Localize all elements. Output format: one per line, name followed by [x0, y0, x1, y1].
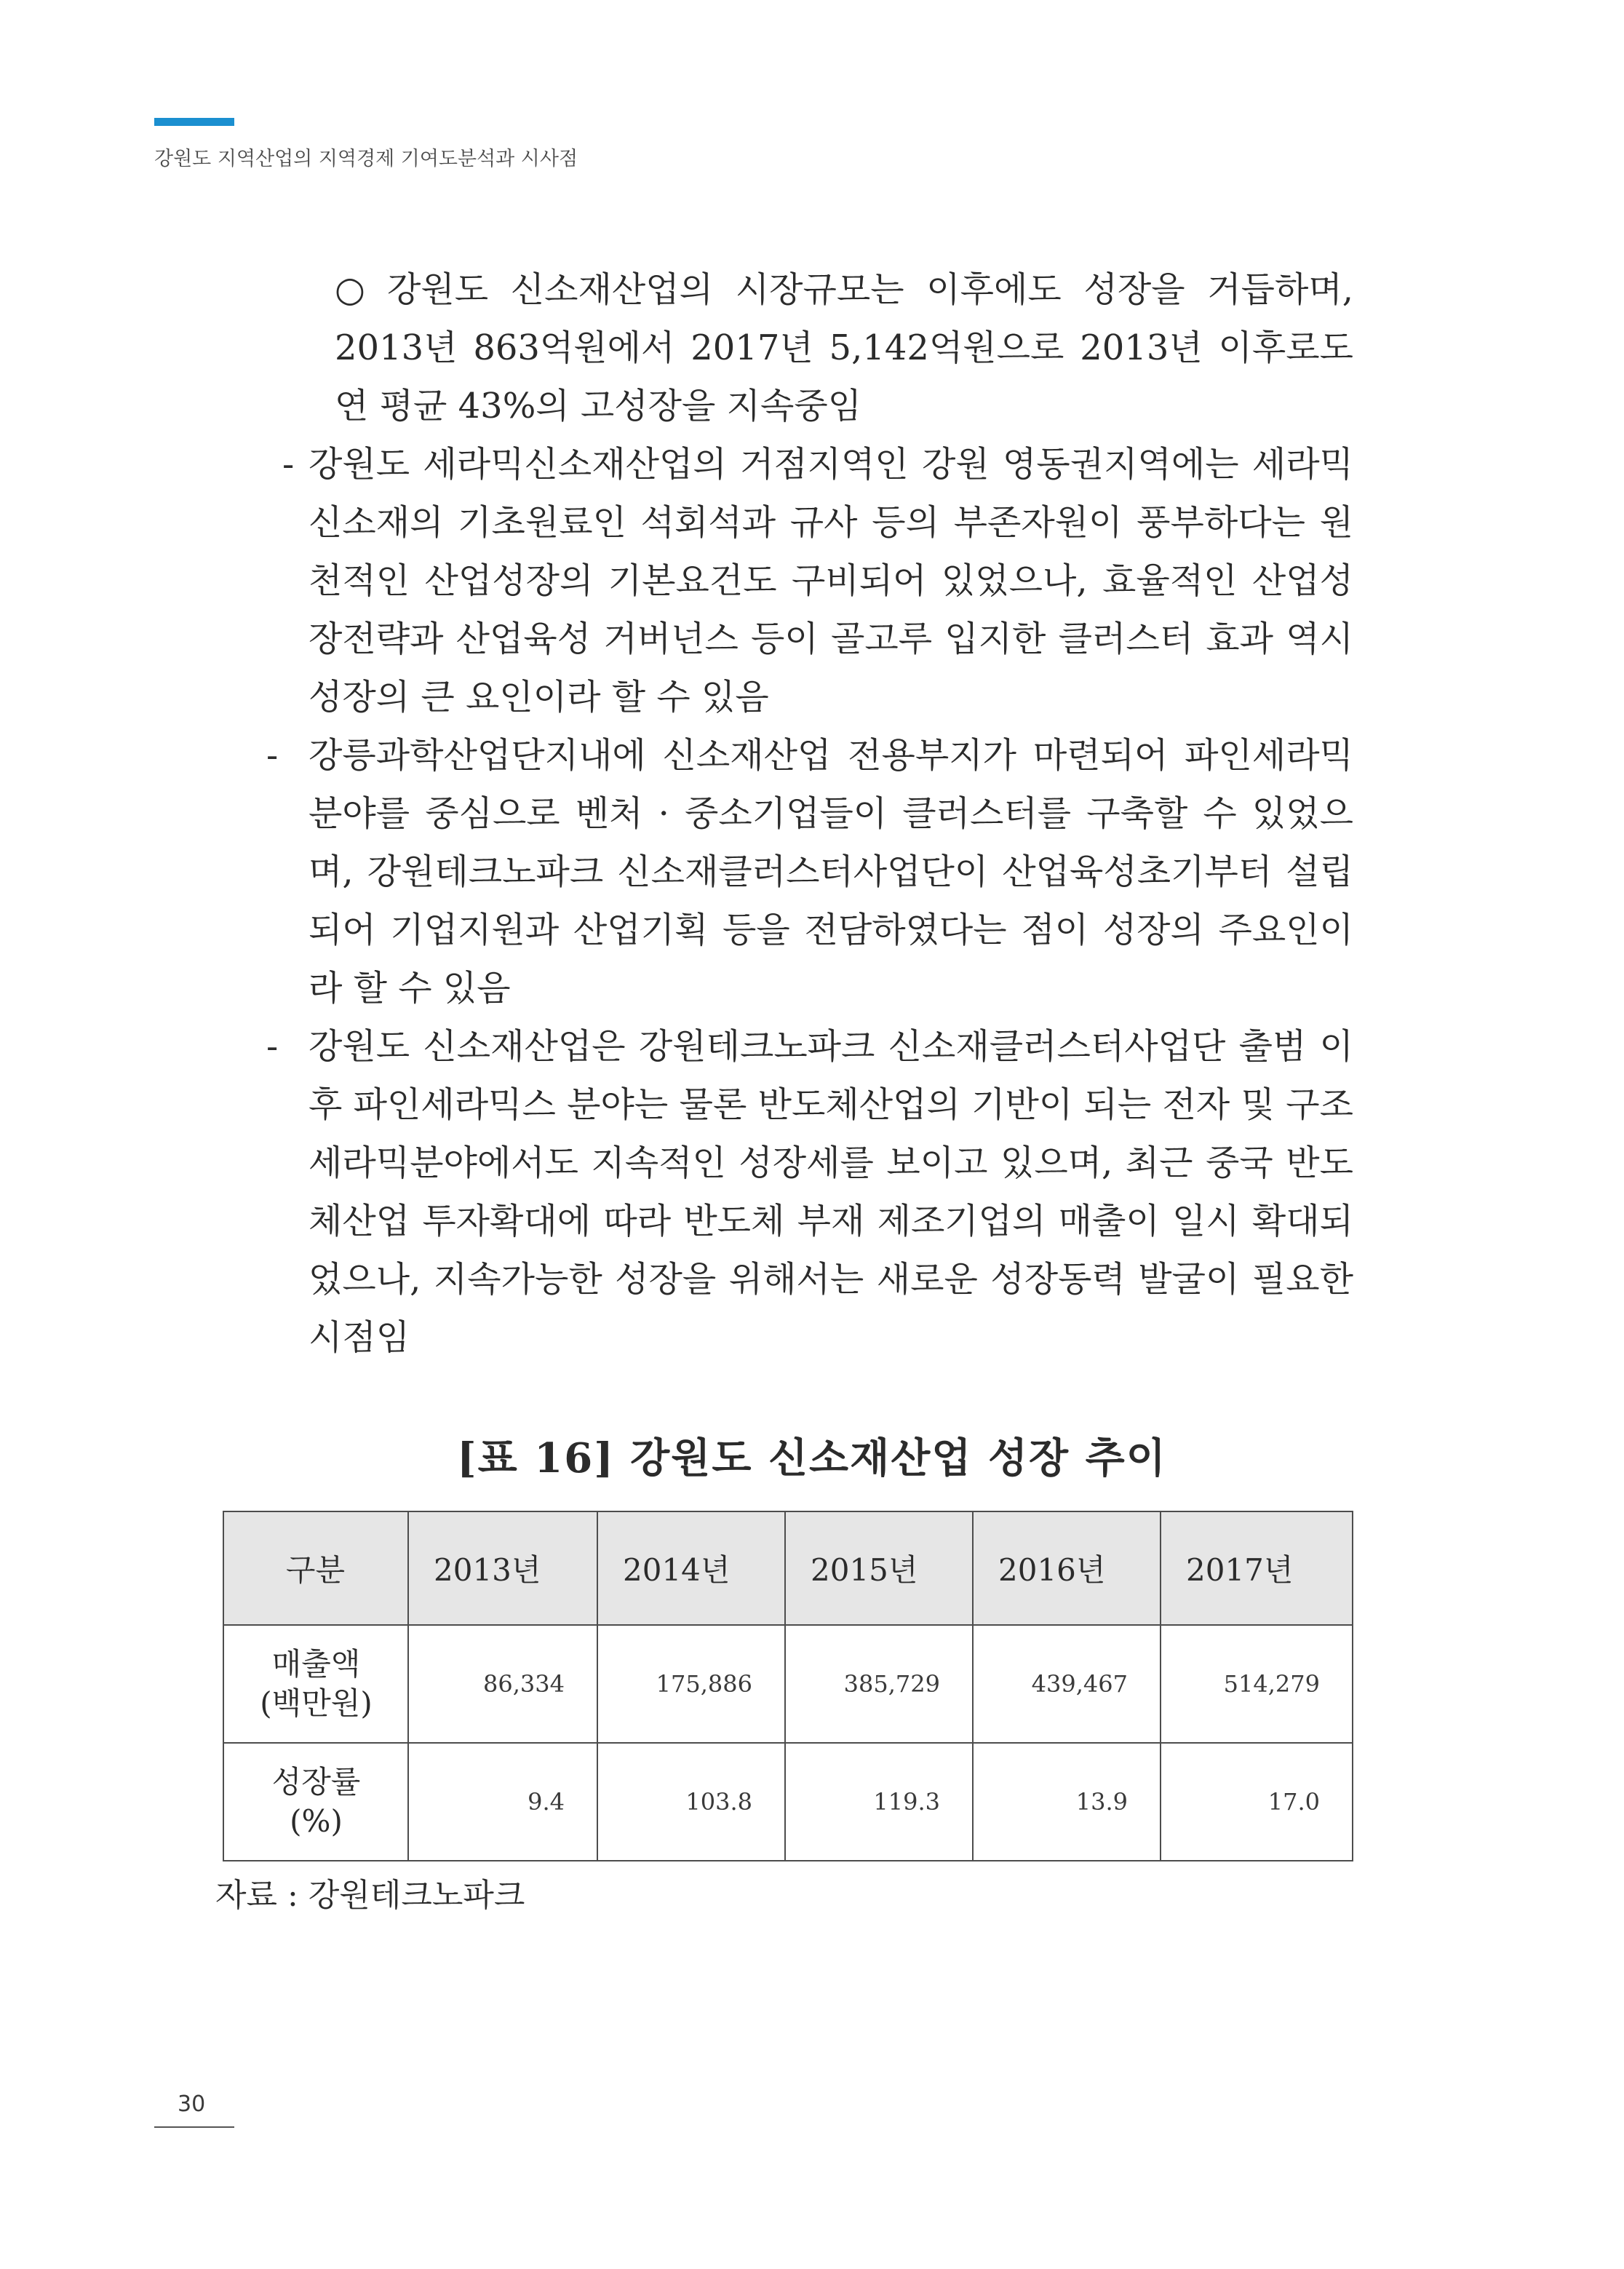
sub-point-text: 강릉과학산업단지내에 신소재산업 전용부지가 마련되어 파인세라믹 분야를 중심으로 벤처 · 중소기업들이 클러스터를 구축할 수 있었으며, 강원테크노파크 신소재클러스터사업단이 산업육성초기부터 설립되어 기업지원과 산업기획 등을 전담하였다는 점이 성장의 주요인이라 할 수 있음: [309, 735, 1353, 1009]
table-header-row: [223, 1511, 1353, 1625]
header-cell: 2016년: [973, 1511, 1161, 1625]
table-cell: 17.0: [1161, 1743, 1353, 1861]
table-row: [223, 1743, 1353, 1861]
row-label-line: 매출액: [271, 1646, 361, 1682]
sub-point-1: [276, 435, 1353, 726]
main-point: [276, 261, 1353, 435]
sub-point-text: 강원도 세라믹신소재산업의 거점지역인 강원 영동권지역에는 세라믹 신소재의 기초원료인 석회석과 규사 등의 부존자원이 풍부하다는 원천적인 산업성장의 기본요건도 구비되어 있었으나, 효율적인 산업성장전략과 산업육성 거버넌스 등이 골고루 입지한 클러스터 효과 역시 성장의 큰 요인이라 할 수 있음: [309, 444, 1353, 718]
table-cell: 514,279: [1161, 1625, 1353, 1743]
table-cell: 175,886: [597, 1625, 785, 1743]
table-title: [표 16] 강원도 신소재산업 성장 추이: [457, 1434, 1167, 1482]
sub-point-3: [266, 1017, 1353, 1367]
table-cell: 86,334: [408, 1625, 597, 1743]
circle-bullet: ○: [335, 269, 365, 310]
page-number: 30: [178, 2091, 206, 2117]
header-cell: 2013년: [408, 1511, 597, 1625]
table-cell: 119.3: [785, 1743, 973, 1861]
table-cell: 13.9: [973, 1743, 1161, 1861]
table-source: 자료 : 강원테크노파크: [215, 1877, 525, 1914]
table-cell: 385,729: [785, 1625, 973, 1743]
header-cell: 구분: [223, 1511, 408, 1625]
header-cell: 2014년: [597, 1511, 785, 1625]
header-accent-bar: [154, 118, 234, 126]
dash-bullet: -: [266, 1026, 279, 1067]
dash-bullet: -: [282, 444, 295, 485]
body-text: [266, 261, 1353, 1367]
running-header: 강원도 지역산업의 지역경제 기여도분석과 시사점: [154, 148, 578, 170]
footer-rule: [154, 2126, 234, 2128]
table-cell: 439,467: [973, 1625, 1161, 1743]
growth-table: [223, 1511, 1353, 1861]
row-label-unit: (백만원): [260, 1685, 373, 1721]
dash-bullet: -: [266, 735, 279, 776]
sub-point-2: [266, 726, 1353, 1017]
sub-point-text: 강원도 신소재산업은 강원테크노파크 신소재클러스터사업단 출범 이후 파인세라믹스 분야는 물론 반도체산업의 기반이 되는 전자 및 구조세라믹분야에서도 지속적인 성장세를 보이고 있으며, 최근 중국 반도체산업 투자확대에 따라 반도체 부재 제조기업의 매출이 일시 확대되었으나, 지속가능한 성장을 위해서는 새로운 성장동력 발굴이 필요한 시점임: [309, 1026, 1353, 1358]
table-cell: 9.4: [408, 1743, 597, 1861]
row-label: [223, 1743, 408, 1861]
row-label-unit: (%): [290, 1803, 343, 1839]
header-cell: 2017년: [1161, 1511, 1353, 1625]
table-cell: 103.8: [597, 1743, 785, 1861]
row-label: [223, 1625, 408, 1743]
row-label-line: 성장률: [271, 1764, 361, 1800]
header-cell: 2015년: [785, 1511, 973, 1625]
table-row: [223, 1625, 1353, 1743]
main-point-text: 강원도 신소재산업의 시장규모는 이후에도 성장을 거듭하며, 2013년 863억원에서 2017년 5,142억원으로 2013년 이후로도 연 평균 43%의 고성장을 지속중임: [335, 269, 1353, 426]
